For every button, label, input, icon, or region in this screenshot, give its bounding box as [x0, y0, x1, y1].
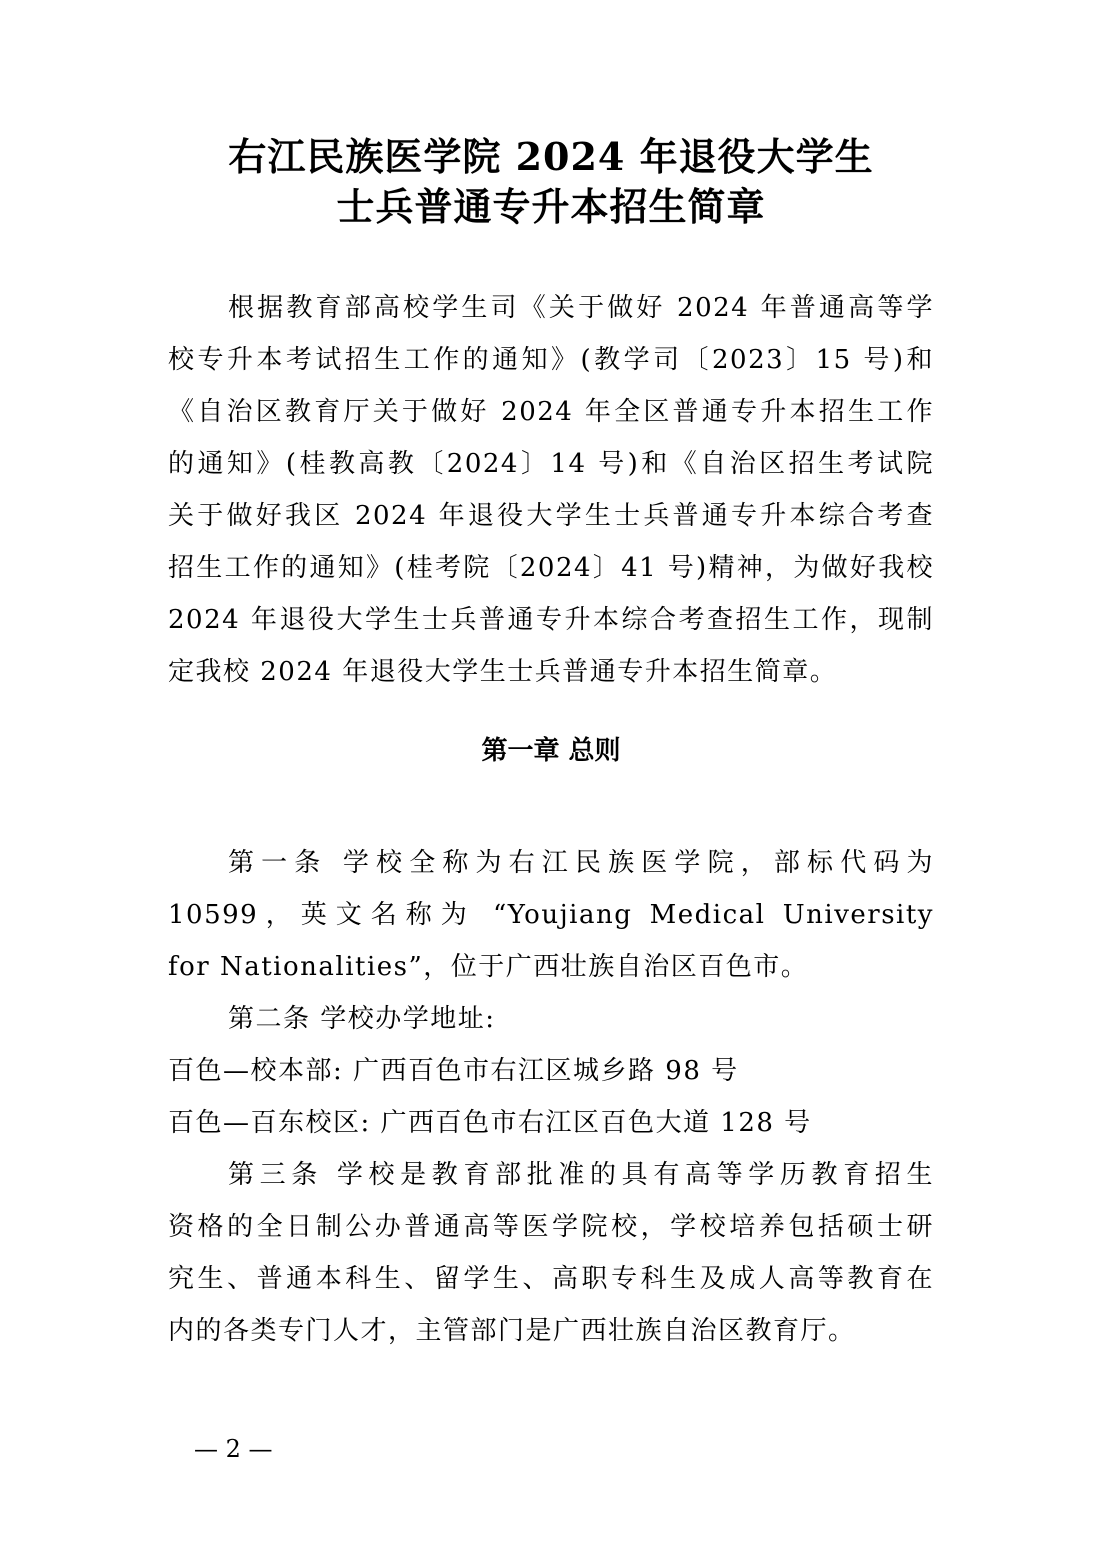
article-line: 究生、普通本科生、留学生、高职专科生及成人高等教育在 [168, 1264, 934, 1294]
article-line: 内的各类专门人才，主管部门是广西壮族自治区教育厅。 [168, 1316, 856, 1346]
article-line: 第二条 学校办学地址: [228, 1004, 496, 1034]
intro-line: 2024 年退役大学生士兵普通专升本综合考查招生工作，现制 [168, 605, 934, 635]
campus-address-baidong: 百色—百东校区: 广西百色市右江区百色大道 128 号 [168, 1108, 812, 1138]
intro-line: 定我校 2024 年退役大学生士兵普通专升本招生简章。 [168, 657, 838, 687]
campus-address-main: 百色—校本部: 广西百色市右江区城乡路 98 号 [168, 1056, 739, 1086]
intro-line: 关于做好我区 2024 年退役大学生士兵普通专升本综合考查 [168, 501, 934, 531]
intro-line: 根据教育部高校学生司《关于做好 2024 年普通高等学 [228, 293, 934, 323]
intro-line: 校专升本考试招生工作的通知》(教学司〔2023〕15 号)和 [168, 345, 934, 375]
intro-line: 《自治区教育厅关于做好 2024 年全区普通专升本招生工作 [168, 397, 934, 427]
article-line: for Nationalities”，位于广西壮族自治区百色市。 [168, 952, 809, 982]
document-title-line-1: 右江民族医学院 2024 年退役大学生 [228, 134, 874, 179]
article-line: 第三条 学校是教育部批准的具有高等学历教育招生 [228, 1160, 934, 1190]
chapter-heading: 第一章 总则 [481, 736, 621, 766]
article-line: 第一条 学校全称为右江民族医学院，部标代码为 [228, 848, 934, 878]
intro-line: 招生工作的通知》(桂考院〔2024〕41 号)精神，为做好我校 [168, 553, 934, 583]
document-title-line-2: 士兵普通专升本招生简章 [336, 184, 766, 229]
article-line: 10599，英文名称为 “Youjiang Medical University [168, 900, 934, 930]
article-line: 资格的全日制公办普通高等医学院校，学校培养包括硕士研 [168, 1212, 934, 1242]
intro-line: 的通知》(桂教高教〔2024〕14 号)和《自治区招生考试院 [168, 449, 934, 479]
page-number: — 2 — [194, 1435, 273, 1463]
